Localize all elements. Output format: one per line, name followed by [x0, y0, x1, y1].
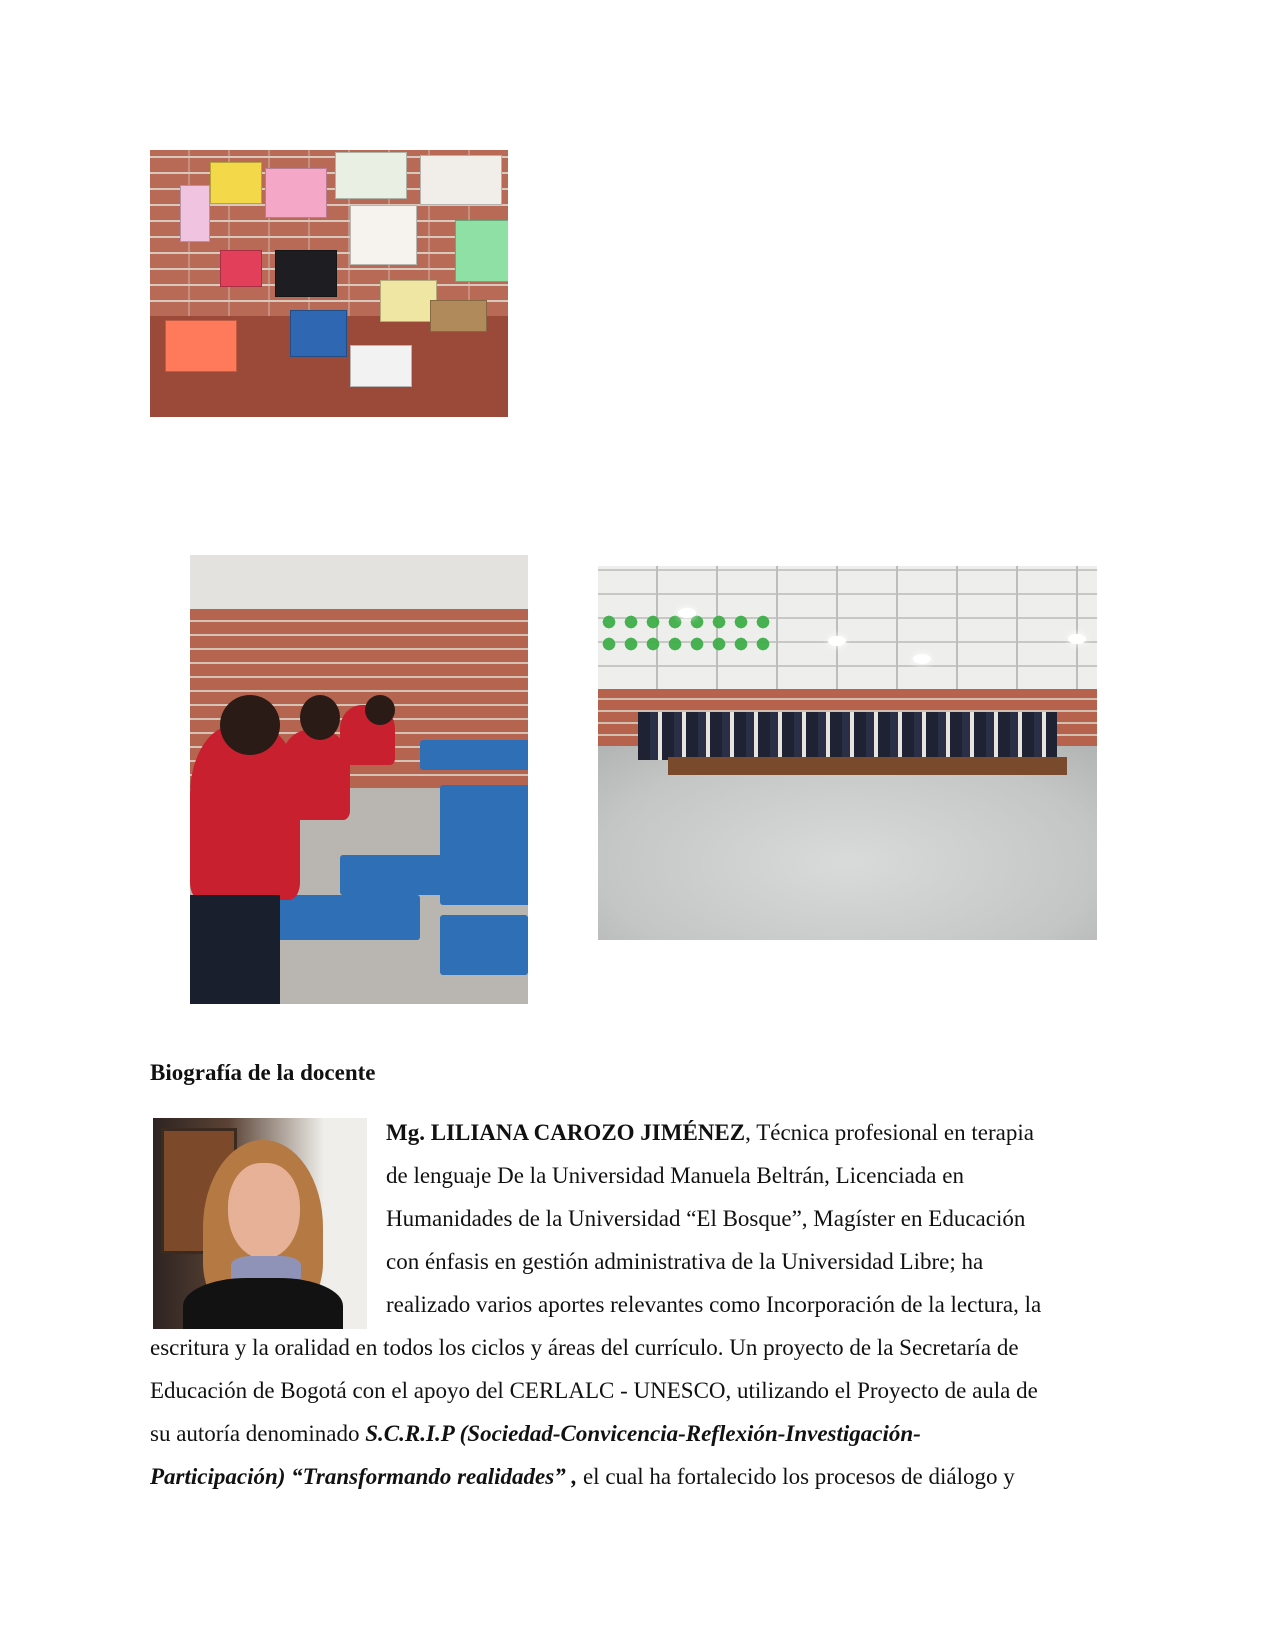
bio-line-3: Humanidades de la Universidad “El Bosque”, Magíster en Educación	[386, 1206, 1026, 1231]
bio-line-8	[150, 1419, 921, 1449]
teacher-name: Mg. LILIANA CAROZO JIMÉNEZ	[386, 1120, 746, 1145]
exhibit-photo	[150, 150, 508, 417]
bio-line-4: con énfasis en gestión administrativa de la Universidad Libre; ha	[386, 1249, 984, 1274]
bio-line-9-rest: el cual ha fortalecido los procesos de diálogo y	[577, 1464, 1015, 1489]
bio-line-5: realizado varios aportes relevantes como Incorporación de la lectura, la	[386, 1292, 1042, 1317]
project-subtitle: Participación) “Transformando realidades” ,	[150, 1464, 578, 1489]
bio-line-7: Educación de Bogotá con el apoyo del CERLALC - UNESCO, utilizando el Proyecto de aula de	[150, 1378, 1038, 1403]
group-photo	[598, 566, 1097, 940]
project-name: S.C.R.I.P (Sociedad-Convicencia-Reflexión-Investigación-	[365, 1421, 921, 1446]
bio-line-8-pre: su autoría denominado	[150, 1421, 366, 1446]
students-photo	[190, 555, 528, 1004]
bio-line-1-rest: , Técnica profesional en terapia	[745, 1120, 1034, 1145]
bio-heading: Biografía de la docente	[150, 1060, 376, 1085]
bio-line-9	[150, 1462, 1015, 1492]
teacher-portrait	[153, 1118, 367, 1329]
bio-line-6: escritura y la oralidad en todos los ciclos y áreas del currículo. Un proyecto de la Secretaría de	[150, 1335, 1019, 1360]
bio-line-2: de lenguaje De la Universidad Manuela Beltrán, Licenciada en	[386, 1163, 964, 1188]
bio-line-1	[386, 1118, 1034, 1148]
